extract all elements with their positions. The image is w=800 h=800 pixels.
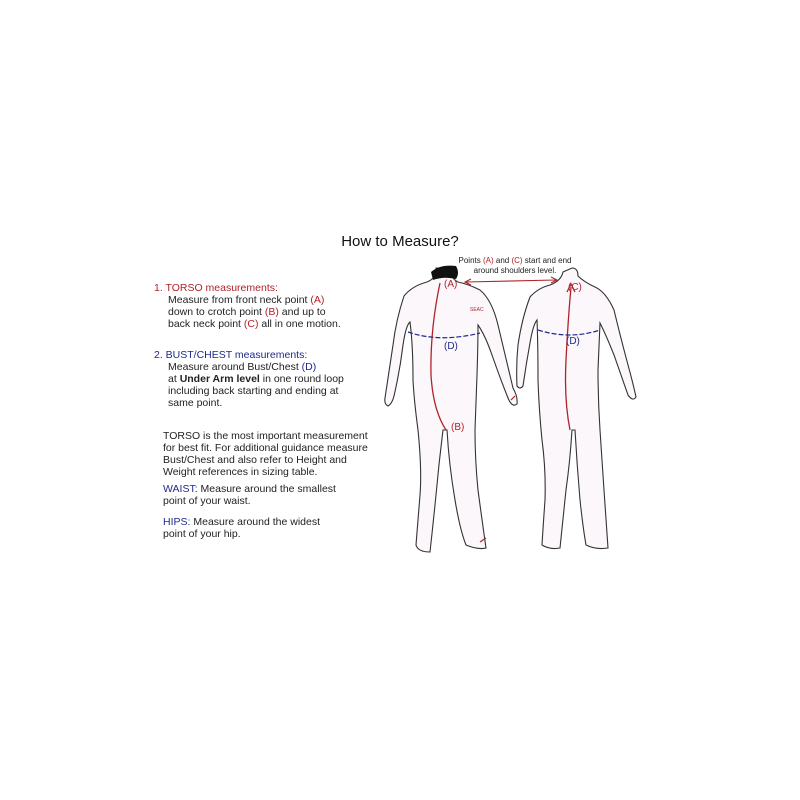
- label-point-a: (A): [444, 279, 458, 290]
- torso-heading: 1. TORSO measurements:: [154, 282, 278, 294]
- front-wetsuit: [385, 266, 517, 552]
- page-title: How to Measure?: [341, 233, 459, 250]
- point-c-ref: (C): [243, 318, 259, 330]
- waist-label: WAIST:: [163, 483, 198, 495]
- shoulder-callout: Points (A) and (C) start and end around shoulders level.: [458, 256, 572, 275]
- torso-line-3: back neck point (C) all in one motion.: [168, 318, 341, 330]
- label-point-d-back: (D): [566, 336, 580, 347]
- point-d-ref: (D): [301, 361, 317, 373]
- bust-line-2: at Under Arm level in one round loop: [168, 373, 344, 385]
- waist-note: WAIST: Measure around the smallest point of your waist.: [163, 483, 336, 507]
- label-point-c: (C): [568, 282, 582, 293]
- point-b-ref: (B): [264, 306, 279, 318]
- bust-line-3: including back starting and ending at: [168, 385, 339, 397]
- torso-note: TORSO is the most important measurement for best fit. For additional guidance measure Bust/Chest and also refer to Height and Weight references in sizing table.: [163, 430, 368, 478]
- hips-label: HIPS:: [163, 516, 191, 528]
- torso-line-1: Measure from front neck point (A): [168, 294, 325, 306]
- label-point-b: (B): [451, 422, 465, 433]
- shoulder-arrow: [465, 277, 557, 285]
- label-point-d-front: (D): [444, 341, 458, 352]
- bust-heading: 2. BUST/CHEST measurements:: [154, 349, 308, 361]
- point-a-ref: (A): [310, 294, 325, 306]
- under-arm-level: Under Arm level: [179, 373, 260, 385]
- bust-line-4: same point.: [168, 397, 223, 409]
- torso-line-2: down to crotch point (B) and up to: [168, 306, 326, 318]
- logo: SEAC: [470, 307, 484, 313]
- back-wetsuit: [517, 268, 636, 549]
- bust-line-1: Measure around Bust/Chest (D): [168, 361, 317, 373]
- hips-note: HIPS: Measure around the widest point of your hip.: [163, 516, 321, 540]
